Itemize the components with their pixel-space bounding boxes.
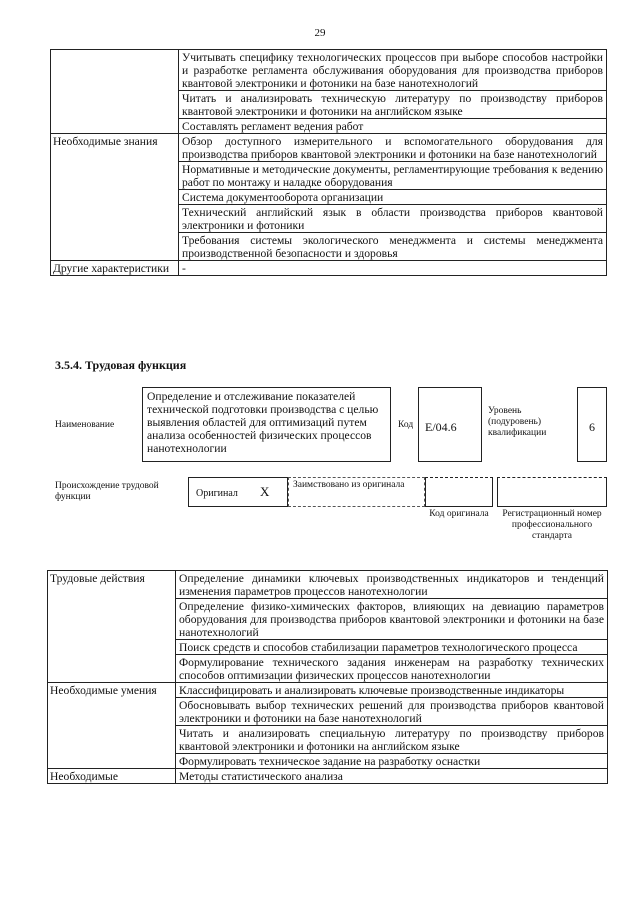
table-cell: Классифицировать и анализировать ключевые производственные индикаторы: [176, 683, 608, 698]
function-name-box: [142, 387, 391, 462]
level-box: [577, 387, 607, 462]
original-label: Оригинал: [196, 488, 238, 499]
table-row: [48, 571, 608, 599]
table-cell: Нормативные и методические документы, регламентирующие требования к ведению работ по монтажу и наладке оборудования: [179, 162, 607, 190]
table-cell: Определение физико-химических факторов, влияющих на девиацию параметров оборудования для производства приборов квантовой электроники и фотоники на базе нанотехнологий: [176, 599, 608, 640]
table-row: [48, 683, 608, 698]
table-cell: Определение динамики ключевых производственных индикаторов и тенденций изменения параметров процессов нанотехнологии: [176, 571, 608, 599]
original-mark: X: [260, 484, 270, 499]
reg-caption: Регистрационный номер профессионального стандарта: [502, 509, 602, 541]
skills-knowledge-table: [50, 49, 607, 276]
code-box: [418, 387, 482, 462]
table-cell: Составлять регламент ведения работ: [179, 119, 607, 134]
code-label: Код: [398, 420, 414, 430]
page-number: 29: [314, 27, 326, 39]
row-label: [51, 50, 179, 134]
code-caption: Код оригинала: [429, 509, 489, 519]
labor-actions-table: [47, 570, 608, 784]
row-label: Необходимые: [48, 769, 176, 784]
table-cell: Обзор доступного измерительного и вспомогательного оборудования для производства приборов квантовой электроники и фотоники на базе нанотехнологий: [179, 134, 607, 162]
table-cell: Технический английский язык в области производства приборов квантовой электроники и фотоники: [179, 205, 607, 233]
row-label: Необходимые умения: [48, 683, 176, 769]
level-label: Уровень (подуровень) квалификации: [488, 406, 547, 438]
table-cell: Учитывать специфику технологических процессов при выборе способов настройки и разработке регламента обслуживания оборудования для производства приборов квантовой электроники и фотоники на базе нанотехнологий: [179, 50, 607, 91]
table-cell: Обосновывать выбор технических решений для производства приборов квантовой электроники и фотоники на базе нанотехнологий: [176, 698, 608, 726]
table-cell: Поиск средств и способов стабилизации параметров технологического процесса: [176, 640, 608, 655]
code-value: E/04.6: [425, 420, 457, 434]
origin-label: Происхождение трудовой функции: [55, 481, 159, 502]
table-cell: -: [179, 261, 607, 276]
table-cell: Формулирование технического задания инженерам на разработку технических способов оптимизации физических процессов нанотехнологии: [176, 655, 608, 683]
row-label: Другие характеристики: [51, 261, 179, 276]
table-cell: Читать и анализировать техническую литературу по производству приборов квантовой электроники и фотоники на английском языке: [179, 91, 607, 119]
row-label: Трудовые действия: [48, 571, 176, 683]
table-cell: Требования системы экологического менеджмента и системы менеджмента производственной безопасности и здоровья: [179, 233, 607, 261]
function-name: Определение и отслеживание показателей технической подготовки производства с целью выявления областей для оптимизаций путем анализа особенностей физических процессов нанотехнологии: [147, 390, 379, 455]
row-label: Необходимые знания: [51, 134, 179, 261]
level-value: 6: [589, 420, 595, 434]
table-row: [48, 769, 608, 784]
table-cell: Система документооборота организации: [179, 190, 607, 205]
original-code-box: [425, 477, 493, 507]
table-cell: Формулировать техническое задание на разработку оснастки: [176, 754, 608, 769]
table-row: [51, 50, 607, 91]
name-label: Наименование: [55, 420, 115, 430]
borrowed-label: Заимствовано из оригинала: [293, 480, 405, 490]
table-row: [51, 134, 607, 162]
reg-number-box: [497, 477, 607, 507]
table-row: [51, 261, 607, 276]
table-cell: Читать и анализировать специальную литературу по производству приборов квантовой электроники и фотоники на английском языке: [176, 726, 608, 754]
table-cell: Методы статистического анализа: [176, 769, 608, 784]
section-title: 3.5.4. Трудовая функция: [55, 358, 187, 372]
